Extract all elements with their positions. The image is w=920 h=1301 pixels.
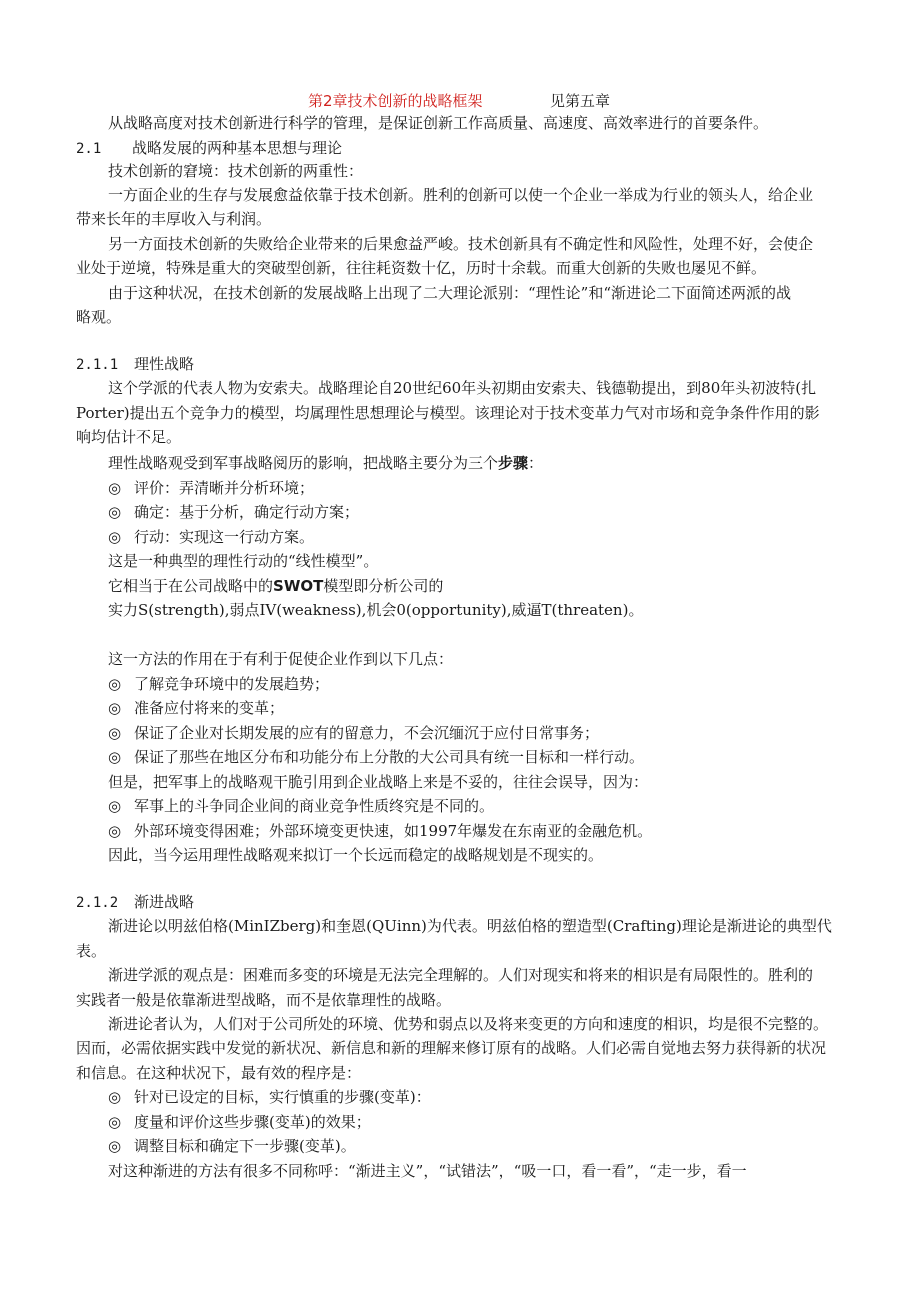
bullet-text: 评价：弄清晰并分析环境； xyxy=(134,479,315,497)
bullet-item xyxy=(108,795,494,817)
bullet-item xyxy=(108,501,359,523)
intro-paragraph: 从战略高度对技术创新进行科学的管理，是保证创新工作高质量、高速度、高效率进行的首要条件。 xyxy=(108,114,769,132)
section-title: 理性战略 xyxy=(134,355,195,373)
swot-detail: 实力S(strength),弱点IV(weakness),机会0(opportunity),威逼T(threaten)。 xyxy=(108,601,644,619)
bullet-marker: ◎ xyxy=(108,797,122,815)
paragraph-line: 对这种渐进的方法有很多不同称呼：“渐进主义”，“试错法”，“吸一口，看一看”，“走一步，看一 xyxy=(108,1162,747,1180)
bullet-text: 了解竞争环境中的发展趋势； xyxy=(134,675,330,693)
chapter-cross-reference: 见第五章 xyxy=(550,92,611,110)
bullet-text: 保证了企业对长期发展的应有的留意力，不会沉缅沉于应付日常事务； xyxy=(134,724,600,742)
bullet-item xyxy=(108,722,599,744)
section-title: 渐进战略 xyxy=(134,893,195,911)
section-number: 2.1 xyxy=(76,141,102,157)
bullet-item xyxy=(108,673,329,695)
paragraph-line: 业处于逆境，特殊是重大的突破型创新，往往耗资数十亿，历时十余载。而重大创新的失败也屡见不鲜。 xyxy=(76,259,767,277)
paragraph-line: 表。 xyxy=(76,942,107,960)
bullet-text: 准备应付将来的变革； xyxy=(134,699,285,717)
paragraph-line: 这个学派的代表人物为安索夫。战略理论自20世纪60年头初期由安索夫、钱德勒提出，到80年头初波特(扎 xyxy=(108,379,817,397)
bullet-item xyxy=(108,1135,356,1157)
paragraph-line: 一方面企业的生存与发展愈益依靠于技术创新。胜利的创新可以使一个企业一举成为行业的领头人，给企业 xyxy=(108,186,814,204)
bullet-item xyxy=(108,1086,431,1108)
bullet-text: 保证了那些在地区分布和功能分布上分散的大公司具有统一目标和一样行动。 xyxy=(134,748,645,766)
bullet-marker: ◎ xyxy=(108,699,122,717)
bullet-marker: ◎ xyxy=(108,1137,122,1155)
section-2-1-2-heading xyxy=(76,891,194,914)
bullet-text: 度量和评价这些步骤(变革)的效果； xyxy=(134,1113,371,1131)
paragraph-line: 渐进论者认为，人们对于公司所处的环境、优势和弱点以及将来变更的方向和速度的相识，均是很不完整的。 xyxy=(108,1015,829,1033)
paragraph-line: 带来长年的丰厚收入与利润。 xyxy=(76,210,272,228)
bullet-marker: ◎ xyxy=(108,822,122,840)
bullet-item xyxy=(108,697,284,719)
steps-intro-colon: ： xyxy=(528,454,544,472)
bullet-item xyxy=(108,526,314,548)
bullet-text: 外部环境变得困难；外部环境变更快速，如1997年爆发在东南亚的金融危机。 xyxy=(134,822,653,840)
paragraph-line: 渐进学派的观点是：困难而多变的环境是无法完全理解的。人们对现实和将来的相识是有局限性的。胜利的 xyxy=(108,966,814,984)
swot-prefix: 它相当于在公司战略中的 xyxy=(108,577,274,595)
paragraph-line: 由于这种状况，在技术创新的发展战略上出现了二大理论派别：“理性论”和“渐进论二下面简述两派的战 xyxy=(108,284,792,302)
bullet-item xyxy=(108,820,652,842)
chapter-header xyxy=(0,90,920,112)
bullet-text: 调整目标和确定下一步骤(变革)。 xyxy=(134,1137,356,1155)
bullet-item xyxy=(108,477,314,499)
section-2-1-1-heading xyxy=(76,353,194,376)
paragraph-line: 这一方法的作用在于有利于促使企业作到以下几点： xyxy=(108,650,454,668)
paragraph-line: 因此，当今运用理性战略观来拟订一个长远而稳定的战略规划是不现实的。 xyxy=(108,846,604,864)
steps-intro xyxy=(108,452,543,474)
section-2-1-heading xyxy=(76,137,342,160)
section-title: 战略发展的两种基本思想与理论 xyxy=(132,139,343,157)
swot-keyword: SWOT xyxy=(273,577,324,595)
bullet-marker: ◎ xyxy=(108,479,122,497)
paragraph-line: 因而，必需依据实践中发觉的新状况、新信息和新的理解来修订原有的战略。人们必需自觉地去努力获得新的状况 xyxy=(76,1039,827,1057)
section-number: 2.1.2 xyxy=(76,895,119,911)
paragraph-line: 和信息。在这种状况下，最有效的程序是： xyxy=(76,1064,362,1082)
chapter-title: 第2章技术创新的战略框架 xyxy=(308,92,483,110)
bullet-item xyxy=(108,1111,371,1133)
bullet-text: 行动：实现这一行动方案。 xyxy=(134,528,315,546)
bullet-marker: ◎ xyxy=(108,528,122,546)
paragraph-line: 另一方面技术创新的失败给企业带来的后果愈益严峻。技术创新具有不确定性和风险性，处理不好，会使企 xyxy=(108,235,814,253)
section-number: 2.1.1 xyxy=(76,357,119,373)
bullet-marker: ◎ xyxy=(108,675,122,693)
paragraph-line: 实践者一般是依靠渐进型战略，而不是依靠理性的战略。 xyxy=(76,991,452,1009)
paragraph-line: 响均估计不足。 xyxy=(76,428,182,446)
swot-suffix: 模型即分析公司的 xyxy=(323,577,444,595)
paragraph-line: 但是，把军事上的战略观干脆引用到企业战略上来是不妥的，往往会误导，因为： xyxy=(108,773,649,791)
paragraph-line: 略观。 xyxy=(76,308,122,326)
paragraph-line: 这是一种典型的理性行动的“线性模型”。 xyxy=(108,552,379,570)
paragraph-line: 渐进论以明兹伯格(MinIZberg)和奎恩(QUinn)为代表。明兹伯格的塑造型(Crafting)理论是渐进论的典型代 xyxy=(108,917,832,935)
steps-intro-text: 理性战略观受到军事战略阅历的影响，把战略主要分为三个 xyxy=(108,454,499,472)
swot-line xyxy=(108,575,443,597)
bullet-text: 针对已设定的目标，实行慎重的步骤(变革)： xyxy=(134,1088,431,1106)
bullet-marker: ◎ xyxy=(108,748,122,766)
bullet-item xyxy=(108,746,644,768)
paragraph-line: 技术创新的窘境：技术创新的两重性： xyxy=(108,162,364,180)
bullet-marker: ◎ xyxy=(108,1113,122,1131)
bullet-text: 确定：基于分析，确定行动方案； xyxy=(134,503,360,521)
bullet-text: 军事上的斗争同企业间的商业竞争性质终究是不同的。 xyxy=(134,797,495,815)
steps-keyword: 步骤 xyxy=(498,454,529,472)
bullet-marker: ◎ xyxy=(108,724,122,742)
paragraph-line: Porter)提出五个竞争力的模型，均属理性思想理论与模型。该理论对于技术变革力气对市场和竞争条件作用的影 xyxy=(76,404,820,422)
bullet-marker: ◎ xyxy=(108,503,122,521)
bullet-marker: ◎ xyxy=(108,1088,122,1106)
